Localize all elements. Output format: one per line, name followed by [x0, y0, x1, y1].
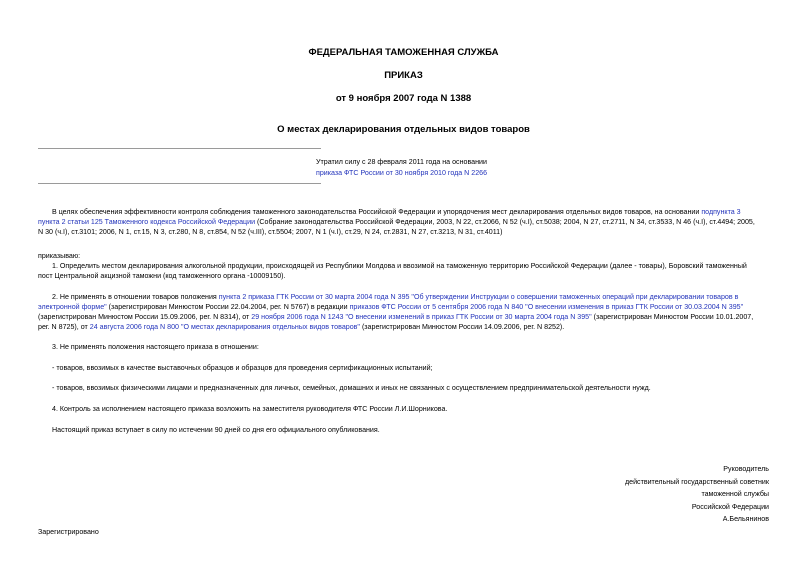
- status-link[interactable]: приказа ФТС России от 30 ноября 2010 года N 2266: [316, 169, 488, 177]
- preamble-text-2: (Собрание законодательства Российской Федерации, 2003, N 22, ст.2066, N 52 (ч.I), ст.5038; 2004, N 27, ст.2711, N 34, ст.3533, N 46 (ч.I), ст.4494; 2005,: [257, 218, 755, 226]
- preamble-line-1: [52, 207, 741, 218]
- para-2-text: 2. Не применять в отношении товаров положения: [52, 293, 217, 301]
- para-2-link-fts-840[interactable]: приказов ФТС России от 5 сентября 2006 года N 840 "О внесении изменения в приказ ГТК России от 30.03.2004 N 395": [349, 303, 744, 311]
- status-rule-bottom: [38, 183, 321, 184]
- para-4: 4. Контроль за исполнением настоящего приказа возложить на заместителя руководителя ФТС России Л.И.Шорникова.: [52, 405, 448, 413]
- signature-line-1: Руководитель: [723, 465, 769, 473]
- para-1-line-1: 1. Определить местом декларирования алкогольной продукции, происходящей из Республики Молдова и ввозимой на таможенную территорию Российской Федерации (далее - товары), Боровский таможенный: [52, 262, 747, 270]
- para-3-item-b: - товаров, ввозимых физическими лицами и предназначенных для личных, семейных, домашних и иных не связанных с осуществлением предпринимательской деятельности нужд.: [52, 384, 651, 392]
- para-2-text-reg-3: (зарегистрирован Минюстом России 10.01.2007,: [593, 313, 754, 321]
- para-2-link-gtk-cont[interactable]: электронной форме": [38, 303, 107, 311]
- para-2-line-2: [38, 302, 743, 313]
- signature-line-5: А.Бельянинов: [722, 515, 769, 524]
- para-5: Настоящий приказ вступает в силу по истечении 90 дней со дня его официального опубликования.: [52, 426, 380, 434]
- orders-word: приказываю:: [38, 252, 81, 260]
- para-2-text-reg-5: (зарегистрирован Минюстом России 14.09.2006, рег. N 8252).: [361, 323, 565, 331]
- document-title: О местах декларирования отдельных видов товаров: [277, 124, 530, 135]
- preamble-line-2: [38, 217, 755, 228]
- document-type: ПРИКАЗ: [384, 70, 423, 81]
- para-2-text-reg: (зарегистрирован Минюстом России 22.04.2004, рег. N 5767) в редакции: [108, 303, 348, 311]
- para-2-link-1243[interactable]: 29 ноября 2006 года N 1243 "О внесении изменений в приказ ГТК России от 30 марта 2004 года N 395": [251, 313, 592, 321]
- para-2-text-reg-4: рег. N 8725), от: [38, 323, 88, 331]
- preamble-link[interactable]: подпункта 3: [701, 208, 741, 216]
- registered-label: Зарегистрировано: [38, 528, 99, 536]
- status-text: Утратил силу с 28 февраля 2011 года на основании: [316, 158, 487, 166]
- preamble-text: В целях обеспечения эффективности контроля соблюдения таможенного законодательства Российской Федерации и упорядочения мест декларирования отдельных видов товаров, на основании: [52, 208, 700, 216]
- signature-block: [529, 463, 769, 526]
- para-3-item-a: - товаров, ввозимых в качестве выставочных образцов и образцов для проведения сертификационных испытаний;: [52, 364, 433, 372]
- status-rule-top: [38, 148, 321, 149]
- document-date-number: от 9 ноября 2007 года N 1388: [335, 93, 472, 104]
- para-2-text-reg-2: (зарегистрирован Минюстом России 15.09.2006, рег. N 8314), от: [38, 313, 250, 321]
- preamble-line-3: N 30 (ч.I), ст.3101; 2006, N 1, ст.15, N 3, ст.280, N 8, ст.854, N 52 (ч.III), ст.5504; 2007, N 1 (ч.I), ст.29, N 24, ст.2831, N 27, ст.3213, N 31, ст.4011): [38, 228, 503, 236]
- para-2-line-3: [38, 312, 753, 323]
- para-2-link-800[interactable]: 24 августа 2006 года N 800 "О местах декларирования отдельных видов товаров": [89, 323, 360, 331]
- para-2-line-4: [38, 322, 564, 333]
- signature-line-3: таможенной службы: [701, 490, 769, 499]
- preamble-link-code[interactable]: пункта 2 статьи 125 Таможенного кодекса Российской Федерации: [38, 218, 256, 226]
- para-3: 3. Не применять положения настоящего приказа в отношении:: [52, 343, 259, 351]
- agency-name: ФЕДЕРАЛЬНАЯ ТАМОЖЕННАЯ СЛУЖБА: [308, 47, 499, 58]
- para-2-link-gtk[interactable]: пункта 2 приказа ГТК России от 30 марта 2004 года N 395 "Об утверждении Инструкции о совершении таможенных операций при декларировании товаров в: [218, 293, 739, 301]
- signature-line-2: действительный государственный советник: [624, 477, 769, 486]
- signature-line-4: Российской Федерации: [691, 502, 769, 511]
- para-2-line-1: [52, 292, 738, 303]
- para-1-line-2: пост Центральной акцизной таможни (код таможенного органа -10009150).: [38, 272, 286, 280]
